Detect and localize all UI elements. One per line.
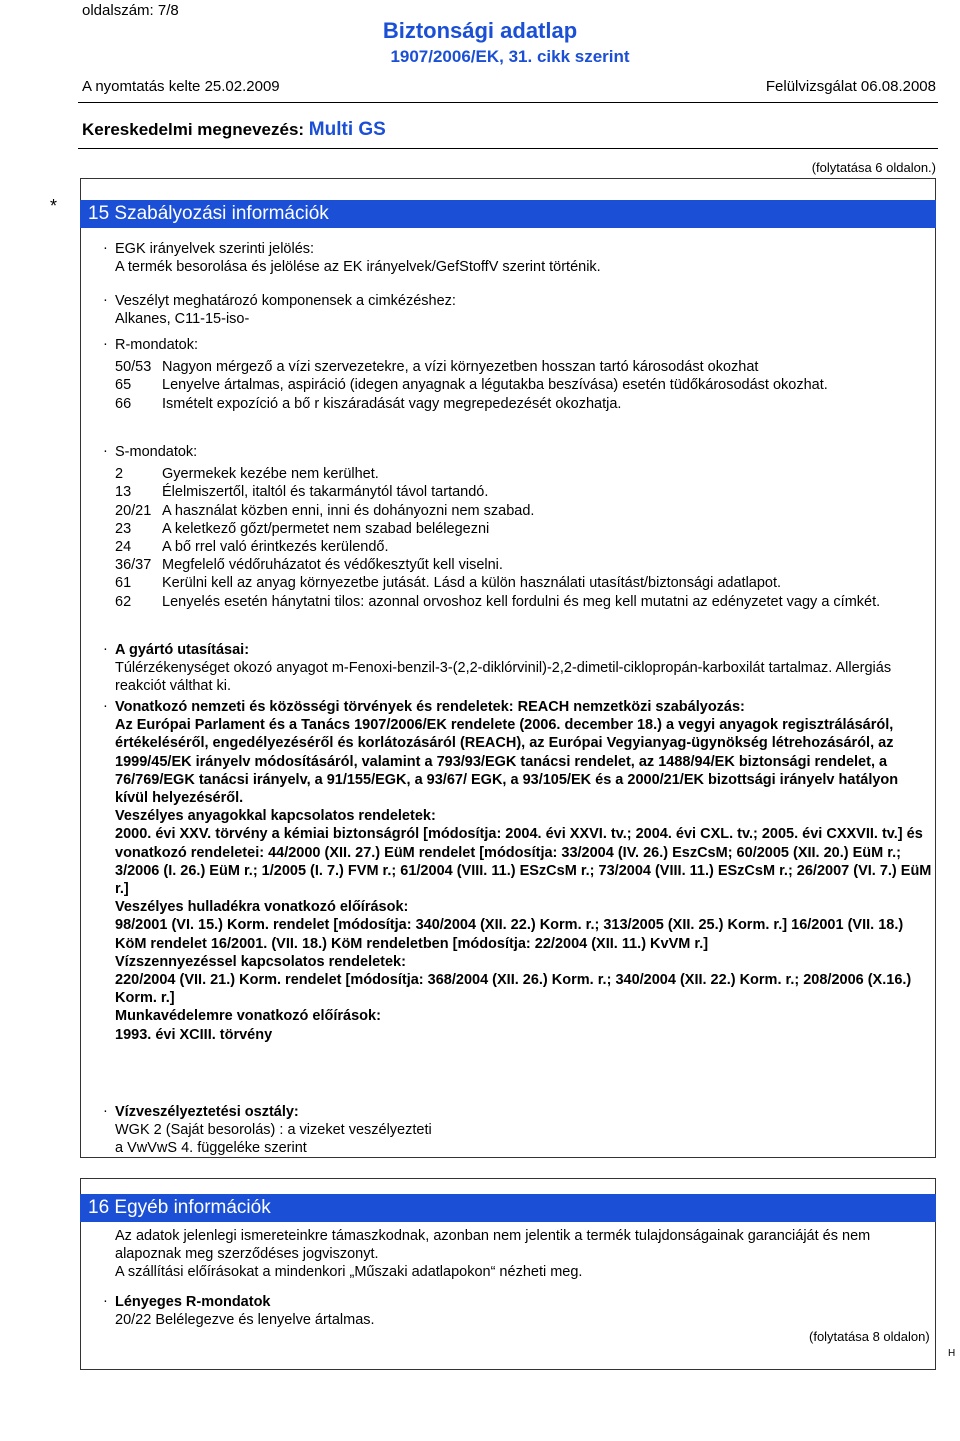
s-phrase-row [115, 465, 935, 483]
ec-label: EGK irányelvek szerinti jelölés: [115, 241, 315, 257]
s-code: 24 [115, 539, 132, 556]
hazard-label: Veszélyt meghatározó komponensek a cimkézéshez: [115, 293, 456, 309]
s-code: 61 [115, 575, 132, 592]
r-phrase-row [115, 358, 935, 376]
bullet: · [103, 292, 108, 308]
section-16-title: 16 Egyéb információk [80, 1194, 936, 1222]
labour-label: Munkavédelemre vonatkozó előírások: [115, 1008, 381, 1025]
relevant-r-label: Lényeges R-mondatok [115, 1294, 271, 1310]
other-info-text-2: A szállítási előírásokat a mindenkori „Műszaki adatlapokon“ nézheti meg. [115, 1264, 583, 1281]
relevant-r-text: 20/22 Belélegezve és lenyelve ártalmas. [115, 1312, 375, 1329]
wgk-block [115, 1103, 935, 1158]
wgk-label: Vízveszélyeztetési osztály: [115, 1104, 299, 1120]
water-label: Vízszennyezéssel kapcsolatos rendeletek: [115, 953, 406, 970]
s-phrases-block [115, 443, 935, 611]
print-date: A nyomtatás kelte 25.02.2009 [82, 78, 280, 95]
s-code: 20/21 [115, 502, 152, 519]
header-divider-2 [78, 148, 938, 149]
bullet: · [103, 443, 108, 459]
s-phrase-row [115, 593, 935, 611]
hazard-text: Alkanes, C11-15-iso- [115, 311, 250, 328]
waste-text: 98/2001 (VI. 15.) Korm. rendelet [módosítja: 340/2004 (XII. 22.) Korm. r.; 313/2005 (XII. 25.) Korm. r.] 16/2001 (VII. 18.) KöM rendelet 16/2001. (VII. 18.) KöM rendeletben [módosítja: 22/2004 (XII. 11.) KvVM r.] [115, 917, 904, 952]
r-text: Nagyon mérgező a vízi szervezetekre, a vízi környezetben hosszan tartó károsodást okozhat [162, 359, 759, 376]
r-code: 65 [115, 377, 132, 394]
bullet: · [103, 240, 108, 256]
other-info-block [115, 1227, 935, 1282]
continued-on: (folytatása 8 oldalon) [809, 1329, 930, 1344]
continued-from: (folytatása 6 oldalon.) [811, 160, 936, 175]
hazard-components [115, 292, 935, 328]
ec-labelling [115, 240, 935, 276]
hazardous-text: 2000. évi XXV. törvény a kémiai biztonságról [módosítja: 2004. évi XXVI. tv.; 2004. évi CXL. tv.; 2005. évi CXXVII. tv.] és vonatkozó rendeletei: 44/2000 (XII. 27.) EüM rendelet [módosítja: 33/2004 (IV. 26.) EszCsM; 60/2005 (XII. 20.) EüM r.; 3/2006 (I. 26.) EüM r.; 1/2005 (I. 7.) FVM r.; 61/2004 (VIII. 11.) ESzCsM r.; 73/2004 (VIII. 11.) ESzCsM r.; 26/2007 (VI. 7.) EüM r.] [115, 826, 932, 898]
manufacturer-label: A gyártó utasításai: [115, 642, 250, 658]
water-text: 220/2004 (VII. 21.) Korm. rendelet [módosítja: 368/2004 (XII. 26.) Korm. r.; 340/2004 (XII. 22.) Korm. r.; 208/2006 (X.16.) Korm. r.] [115, 972, 912, 1007]
bullet: · [103, 336, 108, 352]
wgk-text-1: WGK 2 (Saját besorolás) : a vizeket veszélyezteti [115, 1122, 432, 1139]
s-phrase-row [115, 502, 935, 520]
relevant-r-block [115, 1293, 935, 1329]
s-text: Gyermekek kezébe nem kerülhet. [162, 466, 379, 483]
manufacturer-text: Túlérzékenységet okozó anyagot m-Fenoxi-benzil-3-(2,2-diklórvinil)-2,2-dimetil-ciklopropán-karboxilát tartalmaz. Allergiás reakciót válthat ki. [115, 660, 892, 695]
s-text: A bő rrel való érintkezés kerülendő. [162, 539, 389, 556]
regulations-block [115, 698, 935, 1044]
bullet: · [103, 1293, 108, 1309]
footer-mark: H [948, 1348, 956, 1359]
bullet: · [103, 698, 108, 714]
s-text: Lenyelés esetén hánytatni tilos: azonnal orvoshoz kell fordulni és meg kell mutatni az edényzetet vagy a címkét. [162, 593, 881, 610]
hazardous-label: Veszélyes anyagokkal kapcsolatos rendeletek: [115, 808, 436, 825]
change-marker: * [50, 196, 58, 216]
bullet: · [103, 1103, 108, 1119]
manufacturer-block [115, 641, 935, 696]
review-date: Felülvizsgálat 06.08.2008 [765, 78, 936, 95]
ec-text: A termék besorolása és jelölése az EK irányelvek/GefStoffV szerint történik. [115, 259, 601, 276]
waste-label: Veszélyes hulladékra vonatkozó előírások: [115, 899, 409, 916]
trade-name-label: Kereskedelmi megnevezés: [82, 120, 305, 139]
s-code: 13 [115, 484, 132, 501]
s-text: A használat közben enni, inni és dohányozni nem szabad. [162, 502, 535, 519]
r-text: Lenyelve ártalmas, aspiráció (idegen anyagnak a légutakba beszívása) esetén tüdőkárosodást okozhat. [162, 377, 828, 394]
s-text: Kerülni kell az anyag környezetbe jutását. Lásd a külön használati utasítást/biztonsági adatlapot. [162, 575, 782, 592]
r-phrases-block [115, 336, 935, 413]
s-phrase-row [115, 574, 935, 592]
s-code: 2 [115, 466, 124, 483]
s-text: Élelmiszertől, italtól és takarmánytól távol tartandó. [162, 484, 489, 501]
s-code: 36/37 [115, 557, 152, 574]
s-code: 23 [115, 520, 132, 537]
s-label: S-mondatok: [115, 444, 198, 460]
other-info-text-1: Az adatok jelenlegi ismereteinkre támaszkodnak, azonban nem jelentik a termék tulajdonságainak garanciáját és nem alapoznak meg szerződéses jogviszonyt. [115, 1228, 871, 1263]
labour-text: 1993. évi XCIII. törvény [115, 1026, 273, 1043]
s-text: A keletkező gőzt/permetet nem szabad belélegezni [162, 520, 490, 537]
r-text: Ismételt expozíció a bő r kiszáradását vagy megrepedezését okozhatja. [162, 395, 622, 412]
wgk-text-2: a VwVwS 4. függeléke szerint [115, 1140, 307, 1157]
document-title: Biztonsági adatlap [382, 18, 578, 43]
trade-name-row [82, 119, 386, 141]
regulations-label: Vonatkozó nemzeti és közösségi törvények és rendeletek: REACH nemzetközi szabályozás: [115, 699, 745, 715]
s-phrase-row [115, 556, 935, 574]
s-phrase-row [115, 538, 935, 556]
r-code: 66 [115, 395, 132, 412]
r-code: 50/53 [115, 359, 152, 376]
s-phrase-row [115, 483, 935, 501]
trade-name: Multi GS [308, 119, 386, 140]
section-15-title: 15 Szabályozási információk [80, 200, 936, 228]
r-phrase-row [115, 395, 935, 413]
r-label: R-mondatok: [115, 337, 199, 353]
page-number: oldalszám: 7/8 [82, 2, 179, 19]
s-code: 62 [115, 593, 132, 610]
document-subtitle: 1907/2006/EK, 31. cikk szerint [390, 47, 630, 66]
bullet: · [103, 641, 108, 657]
header-divider [78, 102, 938, 103]
s-phrase-row [115, 520, 935, 538]
r-phrase-row [115, 376, 935, 394]
regulations-text: Az Európai Parlament és a Tanács 1907/2006/EK rendelete (2006. december 18.) a vegyi anyagok regisztrálásáról, értékeléséről, engedélyezéséről és korlátozásáról (REACH), az Európai Vegyianyag-ügynökség létrehozásáról, az 1999/45/EK irányelv módosításáról, valamint a 793/93/EGK tanácsi rendelet, az 1488/94/EK biztonsági rendelet, a 76/769/EGK tanácsi irányelv, a 91/155/EGK, a 93/67/ EGK, a 93/105/EK és a 2000/21/EK bizottsági irányelv hatályon kívül helyezéséről. [115, 717, 899, 807]
s-text: Megfelelő védőruházatot és védőkesztyűt kell viselni. [162, 557, 503, 574]
